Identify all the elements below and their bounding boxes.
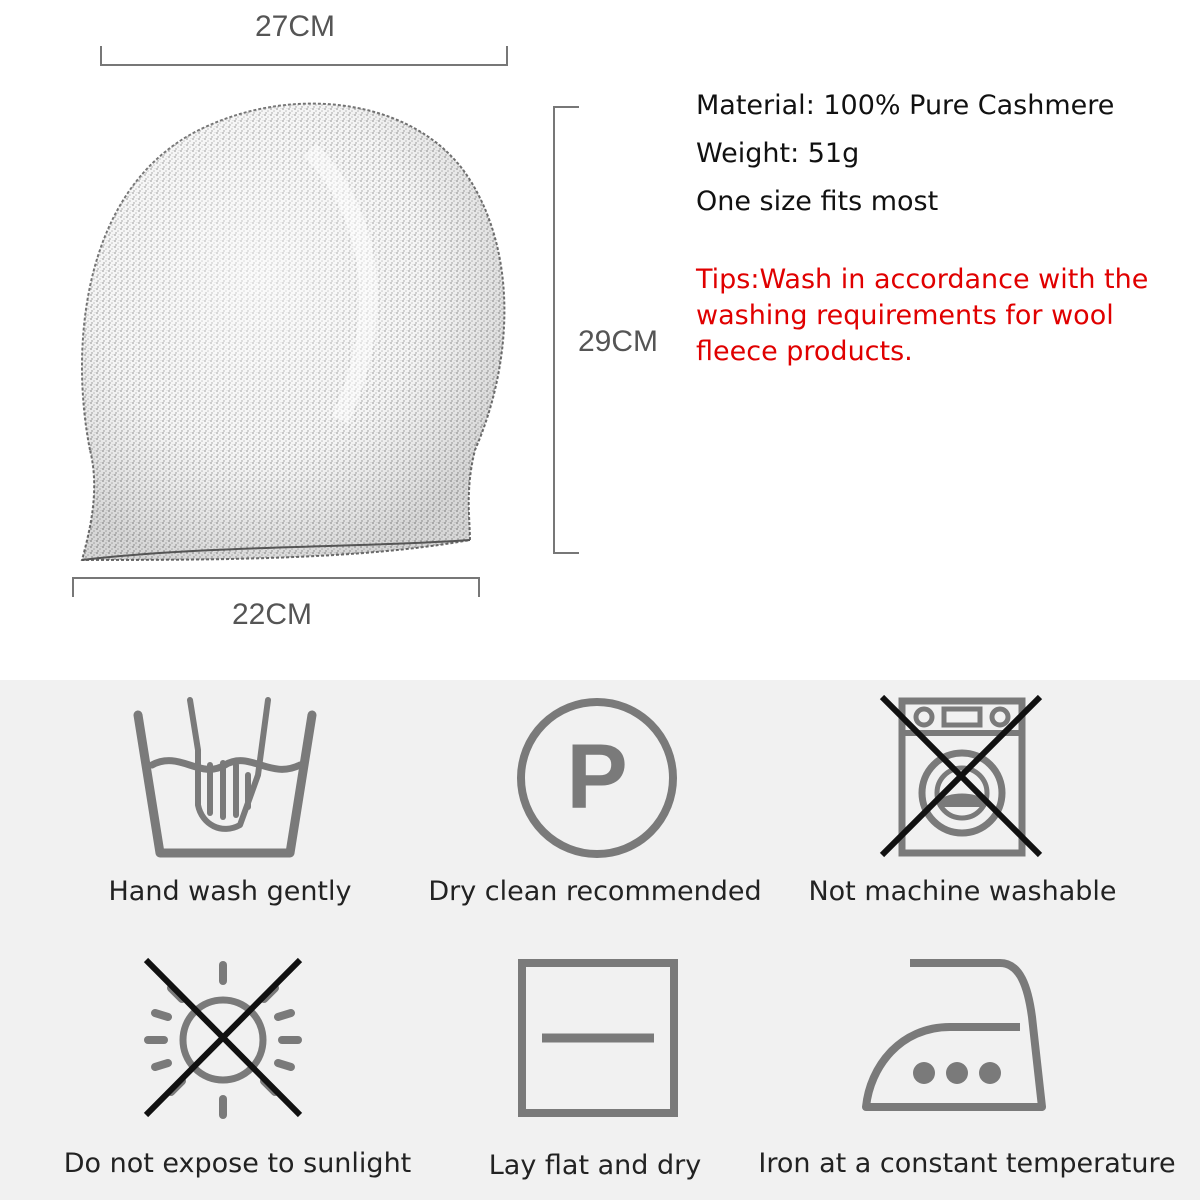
care-label-iron: Iron at a constant temperature	[758, 1148, 1176, 1179]
care-label-no-sunlight: Do not expose to sunlight	[63, 1148, 412, 1179]
care-label-dry-clean: Dry clean recommended	[428, 876, 762, 907]
top-width-label: 27CM	[255, 10, 336, 43]
care-label-no-machine-wash: Not machine washable	[808, 876, 1117, 907]
height-line	[553, 106, 579, 554]
hand-wash-icon	[130, 695, 320, 860]
care-instructions-section	[0, 680, 1200, 1200]
bottom-width-label: 22CM	[232, 598, 313, 631]
svg-text:P: P	[566, 726, 628, 828]
no-machine-wash-icon	[876, 695, 1046, 860]
dry-clean-icon	[514, 695, 680, 861]
material-text: Material: 100% Pure Cashmere	[696, 90, 1115, 121]
iron-icon	[860, 957, 1052, 1117]
no-sunlight-icon	[138, 955, 308, 1125]
lay-flat-dry-icon	[516, 958, 680, 1118]
height-label: 29CM	[578, 325, 659, 358]
weight-text: Weight: 51g	[696, 138, 860, 169]
bottom-width-line	[72, 577, 480, 597]
top-width-line	[100, 46, 508, 66]
care-label-lay-flat: Lay flat and dry	[488, 1150, 702, 1181]
cashmere-beanie-image	[60, 90, 530, 580]
care-label-hand-wash: Hand wash gently	[108, 876, 352, 907]
size-text: One size fits most	[696, 186, 939, 217]
tips-text: Tips:Wash in accordance with the washing requirements for wool fleece products.	[696, 264, 1149, 367]
